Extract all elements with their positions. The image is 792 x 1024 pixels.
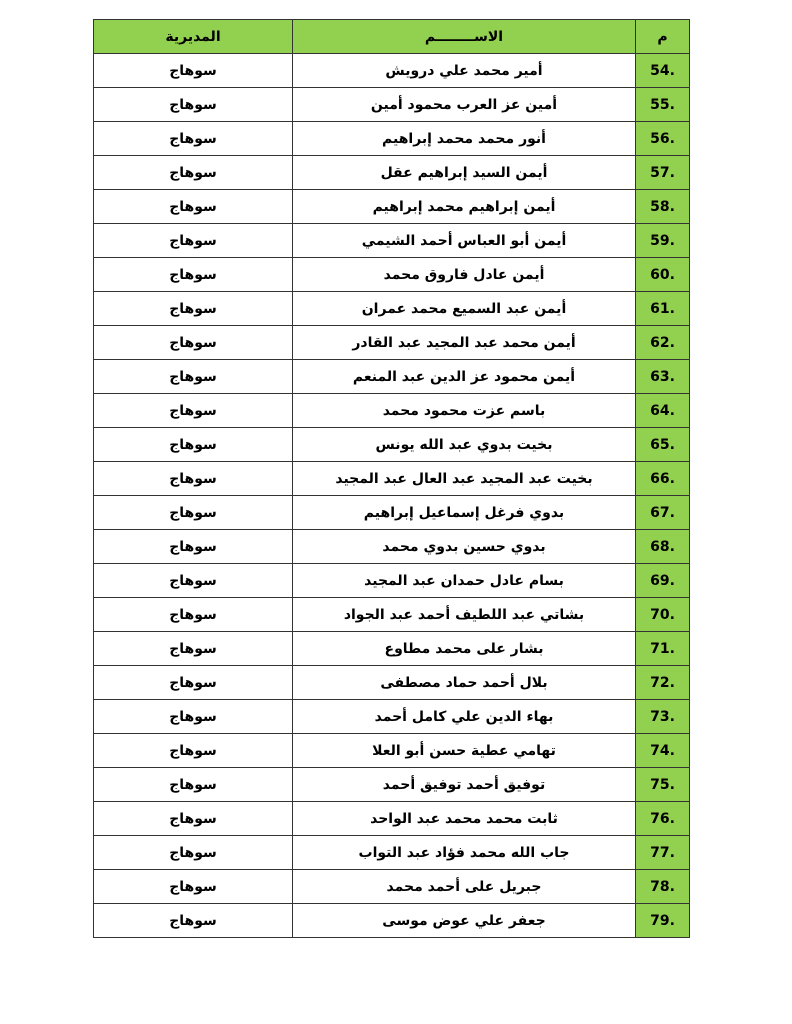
row-number: 74. [636,734,690,768]
table-row [94,666,690,700]
row-governorate: سوهاج [94,802,293,836]
row-name: أيمن أبو العباس أحمد الشيمي [293,224,636,258]
row-name: بشاتي عبد اللطيف أحمد عبد الجواد [293,598,636,632]
row-number: 58. [636,190,690,224]
row-number: 62. [636,326,690,360]
row-governorate: سوهاج [94,598,293,632]
row-governorate: سوهاج [94,462,293,496]
table-row [94,258,690,292]
row-governorate: سوهاج [94,768,293,802]
table-row [94,54,690,88]
row-governorate: سوهاج [94,360,293,394]
table-row [94,564,690,598]
table-row [94,292,690,326]
row-number: 72. [636,666,690,700]
row-number: 71. [636,632,690,666]
row-number: 68. [636,530,690,564]
table-body [94,54,690,938]
table-row [94,88,690,122]
table-row [94,462,690,496]
row-number: 54. [636,54,690,88]
table-row [94,598,690,632]
table-row [94,802,690,836]
row-number: 57. [636,156,690,190]
row-name: أيمن محمود عز الدين عبد المنعم [293,360,636,394]
row-name: بشار على محمد مطاوع [293,632,636,666]
row-name: جعفر علي عوض موسى [293,904,636,938]
row-number: 59. [636,224,690,258]
row-name: باسم عزت محمود محمد [293,394,636,428]
header-number: م [636,20,690,54]
row-governorate: سوهاج [94,326,293,360]
row-name: أيمن عبد السميع محمد عمران [293,292,636,326]
row-name: أيمن السيد إبراهيم عقل [293,156,636,190]
row-number: 55. [636,88,690,122]
row-number: 73. [636,700,690,734]
header-name: الاســــــــم [293,20,636,54]
table-row [94,122,690,156]
header-row [94,20,690,54]
row-name: أيمن عادل فاروق محمد [293,258,636,292]
row-governorate: سوهاج [94,156,293,190]
row-name: أنور محمد محمد إبراهيم [293,122,636,156]
row-name: أمين عز العرب محمود أمين [293,88,636,122]
row-name: جاب الله محمد فؤاد عبد التواب [293,836,636,870]
row-name: ثابت محمد محمد عبد الواحد [293,802,636,836]
table-row [94,190,690,224]
table-row [94,768,690,802]
row-governorate: سوهاج [94,88,293,122]
row-name: أمير محمد علي درويش [293,54,636,88]
table-row [94,156,690,190]
row-name: بهاء الدين علي كامل أحمد [293,700,636,734]
row-number: 63. [636,360,690,394]
table-row [94,428,690,462]
row-governorate: سوهاج [94,700,293,734]
row-name: أيمن إبراهيم محمد إبراهيم [293,190,636,224]
row-governorate: سوهاج [94,870,293,904]
row-governorate: سوهاج [94,564,293,598]
row-name: بسام عادل حمدان عبد المجيد [293,564,636,598]
row-name: تهامي عطية حسن أبو العلا [293,734,636,768]
row-governorate: سوهاج [94,224,293,258]
row-name: بدوي حسين بدوي محمد [293,530,636,564]
row-governorate: سوهاج [94,54,293,88]
table-row [94,224,690,258]
row-name: توفيق أحمد توفيق أحمد [293,768,636,802]
row-governorate: سوهاج [94,122,293,156]
row-number: 61. [636,292,690,326]
row-governorate: سوهاج [94,394,293,428]
table-row [94,904,690,938]
row-number: 65. [636,428,690,462]
row-name: بخيت عبد المجيد عبد العال عبد المجيد [293,462,636,496]
table-row [94,700,690,734]
row-governorate: سوهاج [94,530,293,564]
row-name: بخيت بدوي عبد الله يونس [293,428,636,462]
row-number: 77. [636,836,690,870]
row-number: 75. [636,768,690,802]
row-number: 67. [636,496,690,530]
row-number: 56. [636,122,690,156]
row-number: 69. [636,564,690,598]
row-governorate: سوهاج [94,190,293,224]
row-name: أيمن محمد عبد المجيد عبد القادر [293,326,636,360]
table-row [94,870,690,904]
row-governorate: سوهاج [94,836,293,870]
row-governorate: سوهاج [94,666,293,700]
row-governorate: سوهاج [94,496,293,530]
table-row [94,360,690,394]
row-governorate: سوهاج [94,632,293,666]
row-governorate: سوهاج [94,734,293,768]
row-governorate: سوهاج [94,904,293,938]
row-governorate: سوهاج [94,428,293,462]
header-governorate: المديرية [94,20,293,54]
table-row [94,394,690,428]
table-row [94,734,690,768]
row-number: 78. [636,870,690,904]
table-header [94,20,690,54]
table-row [94,632,690,666]
table-row [94,326,690,360]
table-row [94,496,690,530]
row-number: 70. [636,598,690,632]
row-number: 60. [636,258,690,292]
row-name: جبريل على أحمد محمد [293,870,636,904]
row-number: 64. [636,394,690,428]
row-name: بدوي فرغل إسماعيل إبراهيم [293,496,636,530]
row-governorate: سوهاج [94,258,293,292]
table-row [94,530,690,564]
row-governorate: سوهاج [94,292,293,326]
row-number: 76. [636,802,690,836]
table-row [94,836,690,870]
row-name: بلال أحمد حماد مصطفى [293,666,636,700]
roster-table [93,19,690,938]
row-number: 79. [636,904,690,938]
row-number: 66. [636,462,690,496]
